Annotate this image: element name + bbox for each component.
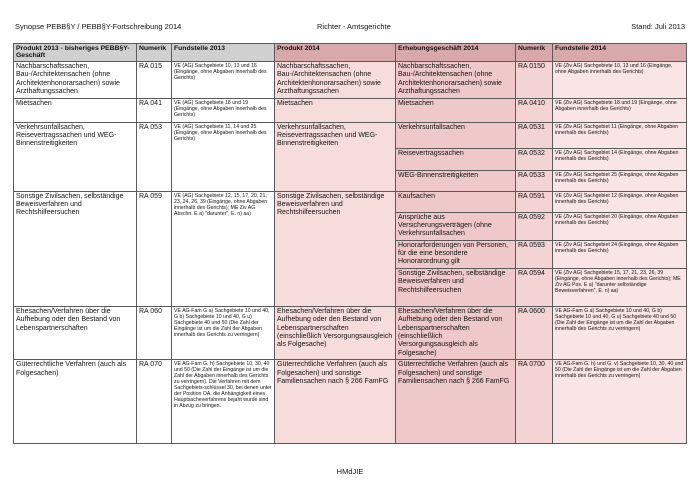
fundstelle-2014-cell: VE (Ziv AG) Sachgebiet 25 (Eingänge, ohne Abgaben innerhalb des Gerichts) [553,170,687,191]
fundstelle-2013-cell: VE (AG) Sachgebiete 12, 15, 17, 20, 21, 23, 24, 26, 39 (Eingänge, ohne Abgaben innerhalb des Gerichts); ME Ziv AG Abschn. E a) "darunter", E. n) aa) [172,191,275,306]
numerik-2013-cell: RA 053 [137,122,172,191]
column-header-product-2013: Produkt 2013 - bisheriges PEBB§Y-Geschäft [14,44,137,62]
product-2014-cell: Sonstige Zivilsachen, selbständige Beweisverfahren und Rechtshilfeersuchen [275,191,396,306]
column-header-numerik-2014: Numerik [516,44,553,62]
product-2013-cell: Güterrechtliche Verfahren (auch als Folgesachen) [14,360,137,444]
numerik-2013-cell: RA 059 [137,191,172,306]
table-row [14,61,687,98]
erhebung-2014-cell: WEG-Binnenstreitigkeiten [396,170,516,191]
fundstelle-2014-cell: VE AG-Fam G. h) und G. v) Sachgebiete 10, 30, 40 und 50 (Die Zahl der Eingänge ist um die Zahl der Abgaben innerhalb des Gerichts zu verringern) [553,360,687,444]
numerik-2014-cell: RA 0150 [516,61,553,98]
numerik-2013-cell: RA 070 [137,360,172,444]
table-row [14,191,687,212]
synopsis-table [13,43,687,444]
fundstelle-2014-cell: VE (Ziv AG) Sachgebiete 18 und 19 (Eingänge, ohne Abgaben innerhalb des Gerichts) [553,98,687,122]
fundstelle-2013-cell: VE AG-Fam G. h) Sachgebiete 10, 30, 40 und 50 (Die Zahl der Eingänge ist um die Zahl der Abgaben innerhalb des Gerichts zu verringern). Die Verfahren mit dem Sachgebiets-schlüssel 30, bei denen unter der Position OA. die Anhängigkeit eines Hauptsacheverfahrens bejaht wurde sind in Abzug zu bringen. [172,360,275,444]
product-2013-cell: Mietsachen [14,98,137,122]
product-2014-cell: Ehesachen/Verfahren über die Aufhebung oder den Bestand von Lebenspartnerschaften (einschließlich Versorgungsausgleich als Folgesache) [275,306,396,359]
erhebung-2014-cell: Güterrechtliche Verfahren (auch als Folgesachen) und sonstige Familiensachen nach § 266 FamFG [396,360,516,444]
erhebung-2014-cell: Honorarforderungen von Personen, für die eine besondere Honorarordnung gilt [396,240,516,268]
product-2013-cell: Ehesachen/Verfahren über die Aufhebung oder den Bestand von Lebenspartnerschaften [14,306,137,359]
numerik-2014-cell: RA 0410 [516,98,553,122]
numerik-2013-cell: RA 015 [137,61,172,98]
numerik-2014-cell: RA 0700 [516,360,553,444]
erhebung-2014-cell: Mietsachen [396,98,516,122]
fundstelle-2014-cell: VE (Ziv AG) Sachgebiete 15, 17, 21, 23, 26, 39 (Eingänge, ohne Abgaben innerhalb des Gerichts); ME Ziv AG Pos. E a) "darunter selbständige Beweisverfahren", E. n) aa) [553,268,687,306]
numerik-2013-cell: RA 060 [137,306,172,359]
fundstelle-2013-cell: VE (AG) Sachgebiete 11, 14 und 25 (Eingänge, ohne Abgaben innerhalb des Gerichts) [172,122,275,191]
product-2014-cell: Nachbarschaftssachen, Bau-/Architektensachen (ohne Architektenhonorarsachen) sowie Arzthaftungssachen [275,61,396,98]
table-row [14,360,687,444]
product-2014-cell: Verkehrsunfallsachen, Reisevertragssachen und WEG-Binnenstreitigkeiten [275,122,396,191]
column-header-fundstelle-2013: Fundstelle 2013 [172,44,275,62]
product-2014-cell: Mietsachen [275,98,396,122]
product-2013-cell: Verkehrsunfallsachen, Reisevertragssachen und WEG-Binnenstreitigkeiten [14,122,137,191]
table-header-row [14,44,687,62]
fundstelle-2014-cell: VE (Ziv AG) Sachgebiet 14 (Eingänge, ohne Abgaben innerhalb des Gerichts) [553,148,687,170]
fundstelle-2014-cell: VE (Ziv AG) Sachgebiet 11 (Eingänge, ohne Abgaben innerhalb des Gerichts) [553,122,687,148]
erhebung-2014-cell: Nachbarschaftssachen, Bau-/Architektensachen (ohne Architektenhonorarsachen) sowie Arzthaftungssachen [396,61,516,98]
header-center: Richter - Amtsgerichte [317,22,391,31]
erhebung-2014-cell: Kaufsachen [396,191,516,212]
column-header-fundstelle-2014: Fundstelle 2014 [553,44,687,62]
page-header [15,22,685,34]
column-header-product-2014: Produkt 2014 [275,44,396,62]
numerik-2014-cell: RA 0533 [516,170,553,191]
product-2013-cell: Nachbarschaftssachen, Bau-/Architektensachen (ohne Architektenhonorarsachen) sowie Arzthaftungssachen [14,61,137,98]
fundstelle-2013-cell: VE AG-Fam G a) Sachgebiete 10 und 40, G b) Sachgebiete 10 und 40, G u) Sachgebiete 40 und 50 (Die Zahl der Eingänge ist um die Zahl der Abgaben innerhalb des Gerichts zu verringern) [172,306,275,359]
product-2013-cell: Sonstige Zivilsachen, selbständige Beweisverfahren und Rechtshilfeersuchen [14,191,137,306]
fundstelle-2014-cell: VE (Ziv AG) Sachgebiet 20 (Eingänge, ohne Abgaben innerhalb des Gerichts) [553,212,687,240]
fundstelle-2014-cell: VE (Ziv AG) Sachgebiete 10, 13 und 16 (Eingänge, ohne Abgaben innerhalb des Gerichts) [553,61,687,98]
fundstelle-2014-cell: VE AG-Fam G a) Sachgebiete 10 und 40, G b) Sachgebiete 10 und 40, G u) Sachgebiete 40 und 50 (Die Zahl der Eingänge ist um die Zahl der Abgaben innerhalb des Gerichts zu verringern) [553,306,687,359]
numerik-2014-cell: RA 0591 [516,191,553,212]
numerik-2014-cell: RA 0592 [516,212,553,240]
numerik-2013-cell: RA 041 [137,98,172,122]
table-row [14,306,687,359]
numerik-2014-cell: RA 0532 [516,148,553,170]
page-footer: HMdJIE [336,467,364,476]
header-right: Stand: Juli 2013 [631,22,685,31]
erhebung-2014-cell: Sonstige Zivilsachen, selbständige Beweisverfahren und Rechtshilfeersuchen [396,268,516,306]
erhebung-2014-cell: Ehesachen/Verfahren über die Aufhebung oder den Bestand von Lebenspartnerschaften (einschließlich Versorgungsausgleich als Folgesache) [396,306,516,359]
column-header-numerik-2013: Numerik [137,44,172,62]
fundstelle-2014-cell: VE (Ziv AG) Sachgebiet 24 (Eingänge, ohne Abgaben innerhalb des Gerichts) [553,240,687,268]
erhebung-2014-cell: Reisevertragssachen [396,148,516,170]
numerik-2014-cell: RA 0594 [516,268,553,306]
erhebung-2014-cell: Verkehrsunfallsachen [396,122,516,148]
fundstelle-2013-cell: VE (AG) Sachgebiete 10, 13 und 16 (Eingänge, ohne Abgaben innerhalb des Gerichts) [172,61,275,98]
numerik-2014-cell: RA 0531 [516,122,553,148]
table-row [14,98,687,122]
numerik-2014-cell: RA 0600 [516,306,553,359]
erhebung-2014-cell: Ansprüche aus Versicherungsverträgen (ohne Verkehrsunfallsachen [396,212,516,240]
table-row [14,122,687,148]
fundstelle-2014-cell: VE (Ziv AG) Sachgebiet 12 (Eingänge, ohne Abgaben innerhalb des Gerichts) [553,191,687,212]
numerik-2014-cell: RA 0593 [516,240,553,268]
column-header-erhebung-2014: Erhebungsgeschäft 2014 [396,44,516,62]
header-left: Synopse PEBB§Y / PEBB§Y-Fortschreibung 2014 [15,22,182,31]
fundstelle-2013-cell: VE (AG) Sachgebiete 18 und 19 (Eingänge, ohne Abgaben innerhalb des Gerichts) [172,98,275,122]
product-2014-cell: Güterrechtliche Verfahren (auch als Folgesachen) und sonstige Familiensachen nach § 266 FamFG [275,360,396,444]
